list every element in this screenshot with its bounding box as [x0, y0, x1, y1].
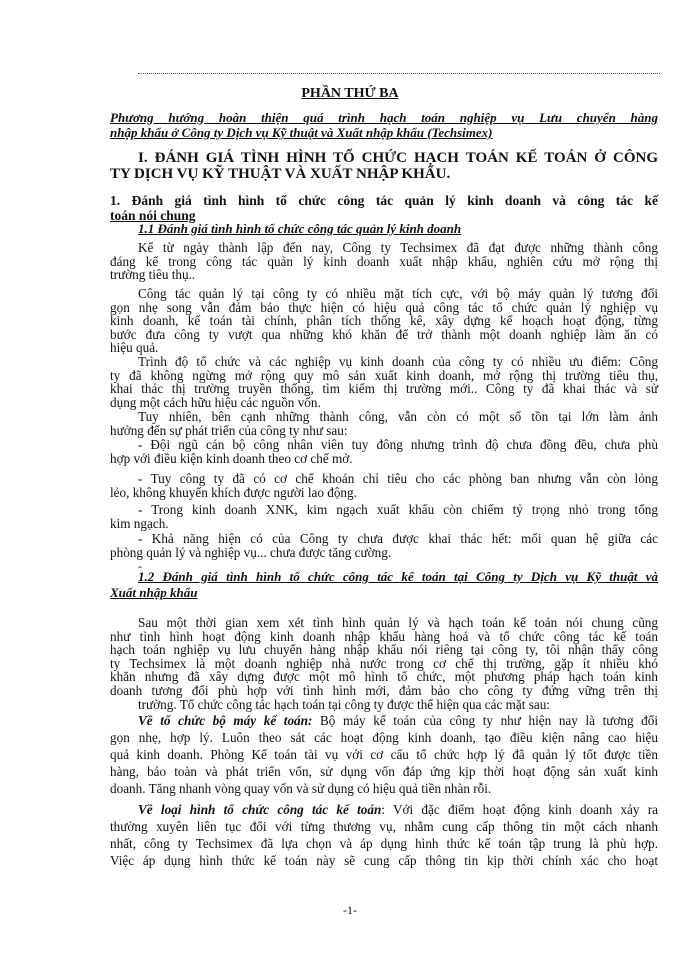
subsection-heading-1-2: [110, 569, 658, 601]
text-line: nhất, công ty Techsimex đã lựa chọn và áp dụng hình thức kế toán tập trung là phù hợp.: [110, 836, 658, 851]
text-line: Công tác quản lý tại công ty có nhiều mặt tích cực, với bộ máy quản lý tương đối: [138, 286, 658, 301]
paragraph-2: [110, 287, 658, 355]
text-line: thường xuyên liên tục đối với từng thương vụ, nhằm cung cấp thông tin một cách nhanh: [110, 819, 658, 834]
bullet-item: [110, 532, 658, 559]
heading-line: toán nói chung: [110, 208, 196, 223]
text-line: dụng một cách hữu hiệu các nguồn vốn.: [110, 394, 321, 410]
header-dotted-rule: [138, 73, 660, 74]
subtitle-line: nhập khẩu ở Công ty Dịch vụ Kỹ thuật và Xuất nhập khẩu (Techsimex): [110, 125, 493, 140]
text-line: - Trong kinh doanh XNK, kim ngạch xuất khẩu còn chiếm tỷ trọng nhỏ trong tổng: [138, 502, 658, 517]
heading-line: 1. Đánh giá tình hình tổ chức công tác quản lý kinh doanh và công tác kế: [110, 193, 658, 208]
text-line: hạch toán nghiệp vụ lưu chuyển hàng nhập khẩu nói riêng tại công ty, tôi nhận thấy công: [110, 642, 658, 658]
paragraph-lead: Về tổ chức bộ máy kế toán:: [138, 713, 313, 728]
paragraph-5: [110, 616, 658, 711]
subsection-heading-1-1: 1.1 Đánh giá tình hình tổ chức công tác quản lý kinh doanh: [138, 221, 462, 236]
paragraph-6: [110, 712, 658, 797]
text-line: ty Techsimex là một doanh nghiệp nhà nước trong cơ chế thị trường, gặp ít nhiều khó: [110, 655, 658, 671]
subtitle-line: Phương hướng hoàn thiện quá trình hạch toán nghiệp vụ Lưu chuyển hàng: [110, 110, 658, 125]
paragraph-7: [110, 801, 658, 869]
text-line: Tuy nhiên, bên cạnh những thành công, vẫn còn có một số tồn tại lớn làm ảnh: [138, 409, 658, 424]
section-heading-1: [110, 150, 658, 182]
text-line: hưởng đến sự phát triển của công ty như sau:: [110, 422, 348, 438]
text-line: phòng quản lý và nghiệp vụ... chưa được tăng cường.: [110, 544, 392, 560]
text-line: như tình hình hoạt động kinh doanh nhập khẩu hàng hoá và tổ chức công tác kế toán: [110, 628, 658, 644]
paragraph-3: [110, 355, 658, 409]
text-line: kinh doanh, kế toán tài chính, phân tích thống kê, xây dựng kế hoạch hoạt động, từng: [110, 313, 658, 329]
text-line: khai thác thị trường truyền thống, tìm kiếm thị trường mới.. Công ty đã khai thác và sử: [110, 381, 658, 397]
heading-line: I. ĐÁNH GIÁ TÌNH HÌNH TỔ CHỨC HẠCH TOÁN KẾ TOÁN Ở CÔNG: [138, 150, 658, 166]
bullet-item: [110, 503, 658, 530]
heading-line: Xuất nhập khẩu: [110, 585, 198, 600]
part-title: PHẦN THỨ BA: [301, 86, 399, 101]
text-line: lẻo, không khuyến khích được người lao động.: [110, 484, 357, 500]
text-line: Kể từ ngày thành lập đến nay, Công ty Techsimex đã đạt được những thành công: [138, 240, 658, 255]
text-line: hàng, bảo toàn và phát triển vốn, sử dụng vốn đáp ứng kịp thời hoạt động sản xuất kinh: [110, 764, 658, 779]
text-line: trường. Tổ chức công tác hạch toán tại công ty được thể hiện qua các mặt sau:: [138, 696, 550, 712]
text-line: doanh. Tăng nhanh vòng quay vốn và sử dụng có hiệu quả tiền nhàn rỗi.: [110, 781, 492, 796]
text-line: kim ngạch.: [110, 515, 169, 531]
text-line: trường tiêu thụ..: [110, 267, 196, 283]
text-line: quả kinh doanh. Phòng Kế toán tài vụ với cơ cấu tổ chức hợp lý đã quản lý tốt được tiền: [110, 747, 658, 762]
text-line: Trình độ tổ chức và các nghiệp vụ kinh doanh của công ty có nhiều ưu điểm: Công: [138, 354, 658, 369]
heading-line: TY DỊCH VỤ KỸ THUẬT VÀ XUẤT NHẬP KHẨU.: [110, 166, 451, 182]
text-line: - Khả năng hiện có của Công ty chưa được khai thác hết: mối quan hệ giữa các: [138, 531, 658, 546]
text-line: [110, 801, 658, 818]
section-heading-2: [110, 193, 658, 223]
stray-dash: -: [138, 559, 142, 573]
text-line: khăn nhưng đã xây dựng được một mô hình tổ chức, một phương pháp hạch toán kinh: [110, 669, 658, 685]
paragraph-1: [110, 241, 658, 282]
text-line: gọn nhẹ song vẫn đảm bảo thực hiện có hiệu quả công tác tổ chức quản lý nghiệp vụ: [110, 299, 658, 315]
text-line: - Đội ngũ cán bộ công nhân viên tuy đông nhưng trình độ chưa đồng đều, chưa phù: [138, 437, 658, 452]
text-line: - Tuy công ty đã có cơ chế khoán chỉ tiêu cho các phòng ban nhưng vẫn còn lỏng: [138, 471, 658, 486]
text-line: [110, 712, 658, 729]
text-line: hợp với điều kiện kinh doanh theo cơ chế mở.: [110, 450, 353, 466]
bullet-item: [110, 438, 658, 465]
text-run: : Với đặc điểm hoạt động kinh doanh xảy ra: [381, 802, 658, 817]
text-line: hiệu quả.: [110, 340, 159, 356]
text-line: bước đưa công ty vượt qua những khó khăn để trở thành một doanh nghiệp làm ăn có: [110, 326, 658, 342]
paragraph-4: [110, 410, 658, 437]
heading-line: 1.2 Đánh giá tình hình tổ chức công tác kế toán tại Công ty Dịch vụ Kỹ thuật và: [138, 569, 658, 584]
page-number: -1-: [343, 903, 357, 917]
paragraph-lead: Về loại hình tổ chức công tác kế toán: [138, 802, 382, 817]
text-line: Việc áp dụng hình thức kế toán này sẽ cung cấp thông tin kịp thời chính xác cho hoạt: [110, 853, 658, 868]
text-line: doanh tương đối phù hợp với tình hình mới, đảm bảo cho công ty đứng vững trên thị: [110, 682, 658, 698]
text-run: Bộ máy kế toán của công ty như hiện nay là tương đối: [312, 713, 658, 728]
bullet-item: [110, 472, 658, 499]
text-line: đáng kể trong công tác quản lý kinh doanh xuất nhập khẩu, nghiên cứu mở rộng thị: [110, 253, 658, 269]
part-subtitle: [110, 110, 658, 140]
text-line: Sau một thời gian xem xét tình hình quản lý và hạch toán kế toán nói chung cũng: [138, 615, 658, 630]
text-line: gọn nhẹ, hợp lý. Luôn theo sát các hoạt động kinh doanh, tạo điều kiện nâng cao hiệu: [110, 730, 658, 745]
text-line: ty đã không ngừng mở rộng quy mô sản xuất kinh doanh, mở rộng thị trường tiêu thụ,: [110, 367, 658, 383]
